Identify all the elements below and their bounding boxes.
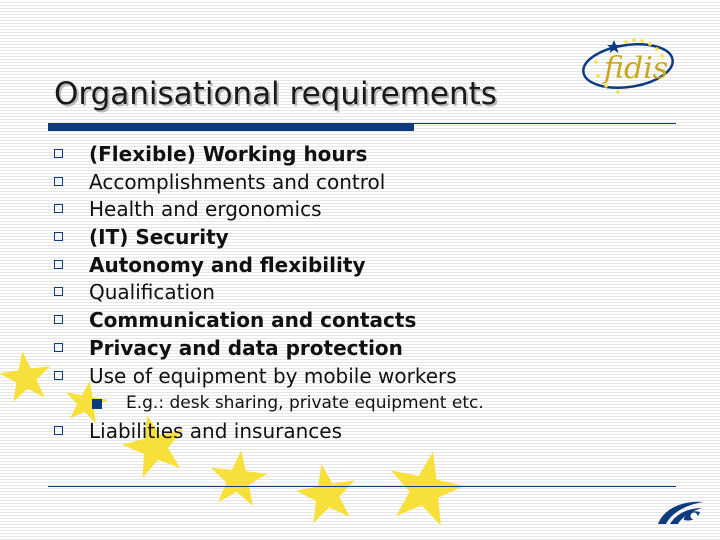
bullet-text: Privacy and data protection xyxy=(89,335,403,360)
eu-star-icon xyxy=(292,459,361,526)
bullet-text: Qualification xyxy=(89,280,215,305)
bullet-text: Autonomy and flexibility xyxy=(89,252,366,277)
bullet-text: Use of equipment by mobile workers xyxy=(89,363,457,388)
eu-star-icon xyxy=(0,348,54,404)
hollow-square-bullet-icon xyxy=(54,260,63,269)
bullet-text: Health and ergonomics xyxy=(89,197,322,222)
hollow-square-bullet-icon xyxy=(54,426,63,435)
bullet-text: Liabilities and insurances xyxy=(89,418,342,443)
bullet-text: (IT) Security xyxy=(89,225,229,250)
bullet-text: Communication and contacts xyxy=(89,308,417,333)
footer-rule xyxy=(48,486,676,487)
title-underline-thick xyxy=(48,123,414,131)
slide-title: Organisational requirements xyxy=(54,76,497,112)
title-underline-thin xyxy=(414,123,676,124)
bullet-text: (Flexible) Working hours xyxy=(89,142,368,166)
hollow-square-bullet-icon xyxy=(54,315,63,324)
hollow-square-bullet-icon xyxy=(54,149,63,158)
filled-square-bullet-icon xyxy=(92,399,102,409)
fidis-logo-text: fidis xyxy=(604,51,669,86)
eu-star-icon xyxy=(207,447,269,507)
bullet-text: Accomplishments and control xyxy=(89,169,386,194)
hollow-square-bullet-icon xyxy=(54,232,63,241)
hollow-square-bullet-icon xyxy=(54,343,63,352)
hollow-square-bullet-icon xyxy=(54,287,63,296)
fidis-logo xyxy=(576,32,680,102)
swoosh-logo-icon xyxy=(654,494,708,530)
hollow-square-bullet-icon xyxy=(54,371,63,380)
hollow-square-bullet-icon xyxy=(54,177,63,186)
sub-bullet-text: E.g.: desk sharing, private equipment etc. xyxy=(126,393,484,414)
hollow-square-bullet-icon xyxy=(54,204,63,213)
